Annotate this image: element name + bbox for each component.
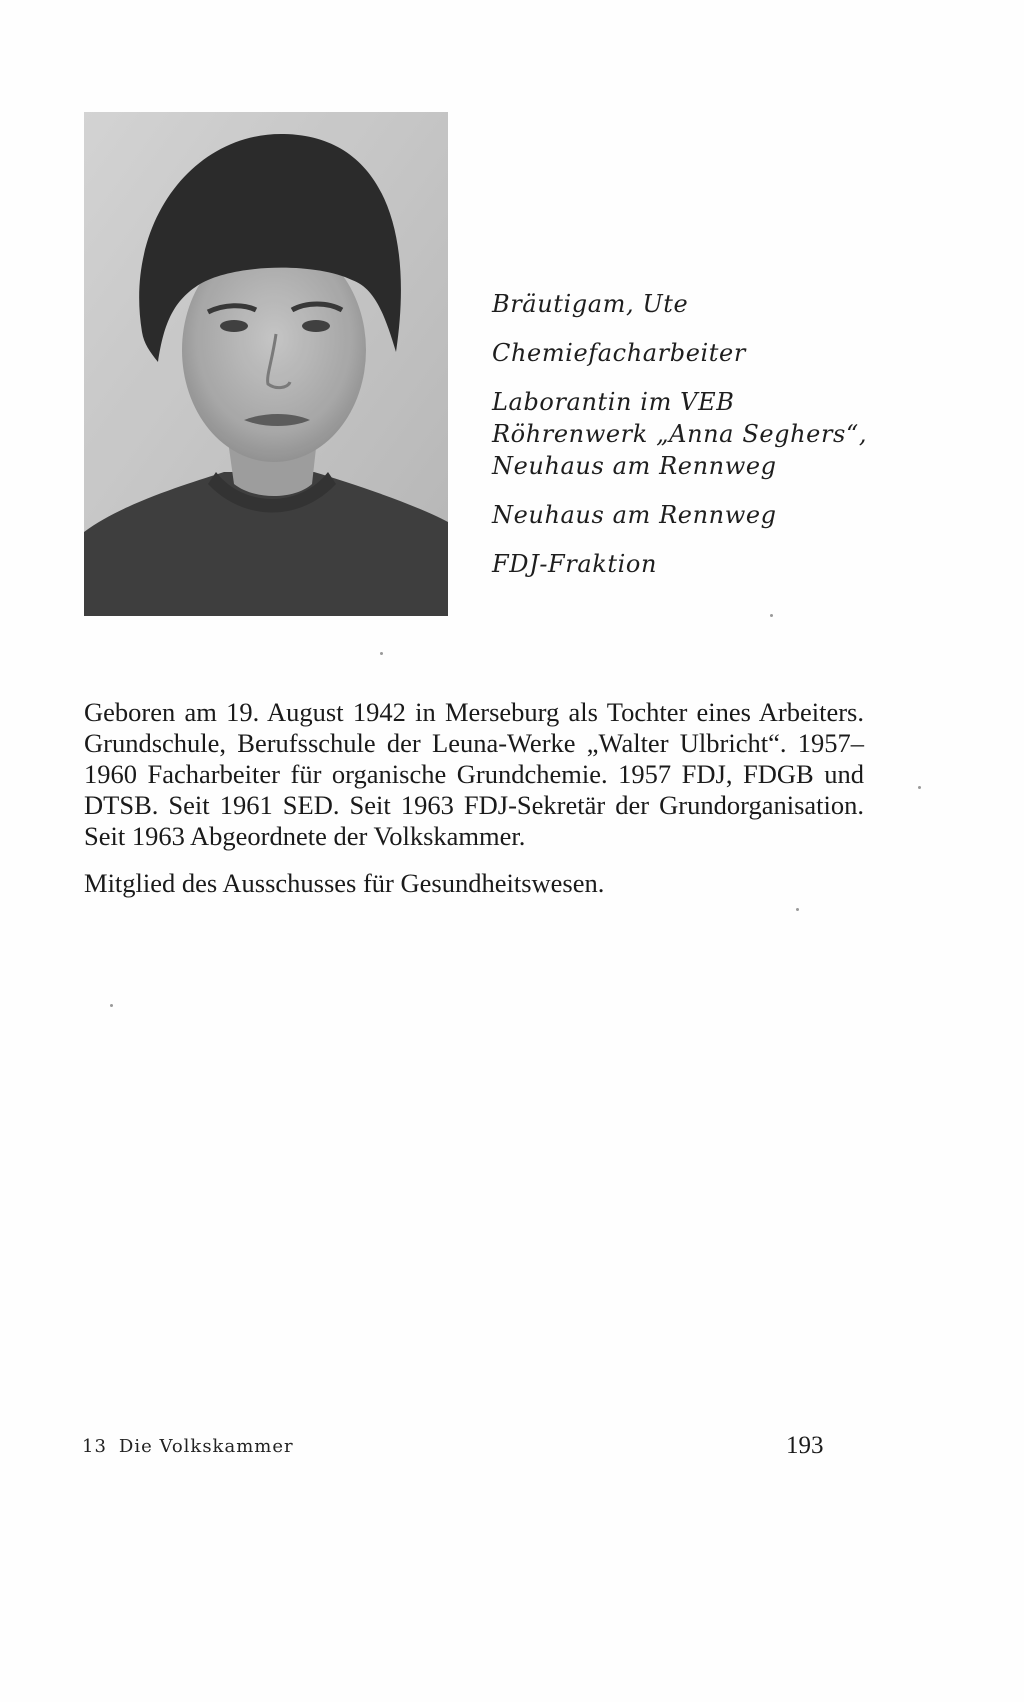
committee-membership: Mitglied des Ausschusses für Gesundheitswesen. — [84, 868, 605, 898]
portrait-image — [84, 112, 448, 616]
portrait-photo — [84, 112, 448, 616]
member-workplace: Laborantin im VEB Röhrenwerk „Anna Seghers“, Neuhaus am Rennweg — [492, 388, 868, 480]
scan-speck — [918, 786, 921, 789]
scan-speck — [110, 1004, 113, 1007]
signature-number: 13 — [82, 1436, 107, 1457]
member-constituency: Neuhaus am Rennweg — [492, 501, 777, 529]
member-profession: Chemiefacharbeiter — [492, 339, 746, 367]
page-number: 193 — [786, 1432, 824, 1459]
scan-speck — [770, 614, 773, 617]
biography-text — [84, 697, 864, 915]
scan-speck — [380, 652, 383, 655]
signature-title: Die Volkskammer — [118, 1436, 294, 1457]
signature-line — [82, 1436, 294, 1457]
member-faction: FDJ-Fraktion — [492, 550, 658, 578]
scan-speck — [796, 908, 799, 911]
biography-paragraph: Geboren am 19. August 1942 in Merseburg als Tochter eines Arbeiters. Grundschule, Berufsschule der Leuna-Werke „Walter Ulbricht“. 1957–1960 Facharbeiter für organische Grundchemie. 1957 FDJ, FDGB und DTSB. Seit 1961 SED. Seit 1963 FDJ-Sekretär der Grundorganisation. Seit 1963 Abgeordnete der Volkskammer. — [84, 697, 864, 851]
member-name: Bräutigam, Ute — [492, 290, 689, 318]
member-caption — [492, 288, 872, 580]
